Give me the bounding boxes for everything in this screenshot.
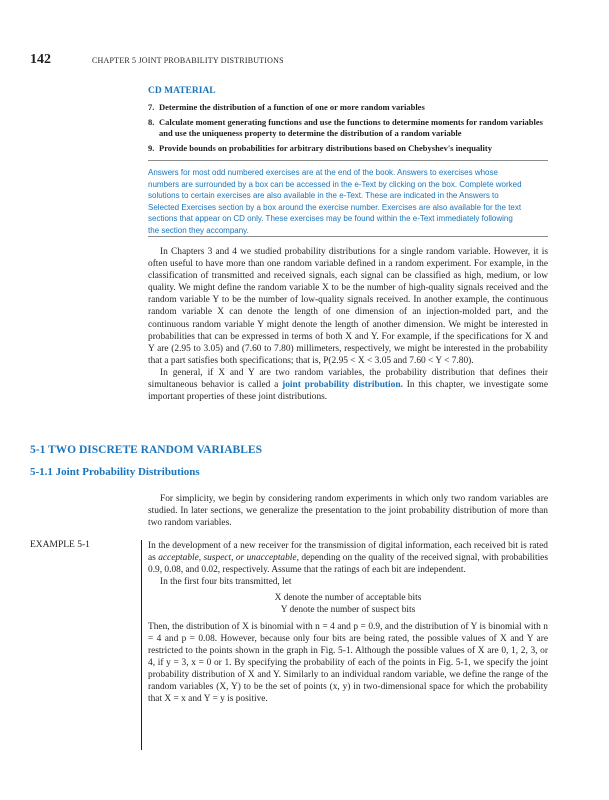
definition-x: X denote the number of acceptable bits <box>274 593 422 604</box>
intro-paragraph-1: In Chapters 3 and 4 we studied probability distributions for a single random variable. However, it is often useful to have more than one random variable defined in a random experiment. For example, in the classification of transmitted and received signals, each signal can be classified as high, medium, or low quality. We might define the random variable X to be the number of high-quality signals received and the random variable Y to be the number of low-quality signals received. In another example, the continuous random variable X can denote the length of one dimension of an injection-molded part, and the continuous random variable Y might denote the length of another dimension. We might be interested in probabilities that can be expressed in terms of both X and Y. For example, if the specifications for X and Y are (2.95 to 3.05) and (7.60 to 7.80) millimeters, respectively, we might be interested in the probability that a part satisfies both specifications; that is, P(2.95 < X < 3.05 and 7.60 < Y < 7.80). <box>148 247 548 366</box>
example-label: EXAMPLE 5-1 <box>30 540 90 550</box>
cd-material-heading: CD MATERIAL <box>148 86 216 96</box>
section-heading: 5-1 TWO DISCRETE RANDOM VARIABLES <box>30 444 262 456</box>
example-p1-end: depending on the quality of the received signal, with probabilities 0.9, 0.08, and 0.02, respectively. Assume that the ratings of each bit are independent. <box>148 553 548 576</box>
objective-text: Provide bounds on probabilities for arbitrary distributions based on Chebyshev's inequality <box>159 143 492 153</box>
objective-item <box>148 102 548 113</box>
running-head: CHAPTER 5 JOINT PROBABILITY DISTRIBUTIONS <box>92 56 284 65</box>
rating-terms: acceptable, suspect, or unacceptable, <box>158 553 299 564</box>
example-body <box>148 540 548 705</box>
joint-probability-term: joint probability distribution. <box>282 380 403 391</box>
simplicity-paragraph <box>148 493 548 529</box>
objective-text: Determine the distribution of a function of one or more random variables <box>159 102 425 112</box>
objective-text: Calculate moment generating functions and use the functions to determine moments for random variables and use the uniqueness property to determine the distribution of a random variable <box>159 117 543 138</box>
example-rule <box>141 540 142 750</box>
objective-number: 8. <box>148 117 155 127</box>
simplicity-text: For simplicity, we begin by considering random experiments in which only two random variables are studied. In later sections, we generalize the presentation to the joint probability distribution of more than two random variables. <box>148 494 548 529</box>
divider <box>148 236 548 237</box>
objective-item <box>148 143 548 154</box>
objective-item <box>148 117 548 139</box>
answers-note: Answers for most odd numbered exercises are at the end of the book. Answers to exercises whose numbers are surrounded by a box can be accessed in the e-Text by clicking on the box. Complete worked solutions to certain exercises are also available in the e-Text. These are indicated in the Answers to Selected Exercises section by a box around the exercise number. Exercises are also available for the text sections that appear on CD only. These exercises may be found within the e-Text immediately following the section they accompany. <box>148 168 522 235</box>
objective-number: 9. <box>148 143 155 153</box>
intro-p2-start: In general, if X and Y are two random variables, the probability distribution that defines their simultaneous behavior is called a <box>148 367 548 391</box>
example-paragraph-1 <box>148 540 548 576</box>
intro-paragraph-2 <box>148 367 548 403</box>
example-paragraph-3: Then, the distribution of X is binomial with n = 4 and p = 0.9, and the distribution of Y is binomial with n = 4 and p = 0.08. However, because only four bits are being rated, the possible values of X and Y are restricted to the points shown in the graph in Fig. 5-1. Although the possible values of X are 0, 1, 2, 3, or 4, if y = 3, x = 0 or 1. By specifying the probability of each of the points in Fig. 5-1, we specify the joint probability distribution of X and Y. Similarly to an individual random variable, we define the range of the random variables (X, Y) to be the set of points (x, y) in two-dimensional space for which the probability that X = x and Y = y is positive. <box>148 621 548 705</box>
example-paragraph-2: In the first four bits transmitted, let <box>160 577 292 588</box>
objective-number: 7. <box>148 102 155 112</box>
divider <box>148 160 548 161</box>
definition-y: Y denote the number of suspect bits <box>280 605 416 616</box>
intro-text <box>148 246 548 403</box>
page-number: 142 <box>30 52 51 67</box>
intro-p2-end: In this chapter, we investigate some important properties of these joint distributions. <box>148 380 548 403</box>
learning-objectives <box>148 86 548 158</box>
subsection-heading: 5-1.1 Joint Probability Distributions <box>30 466 200 478</box>
example-p1-start: In the development of a new receiver for the transmission of digital information, each received bit is rated as <box>148 541 548 564</box>
